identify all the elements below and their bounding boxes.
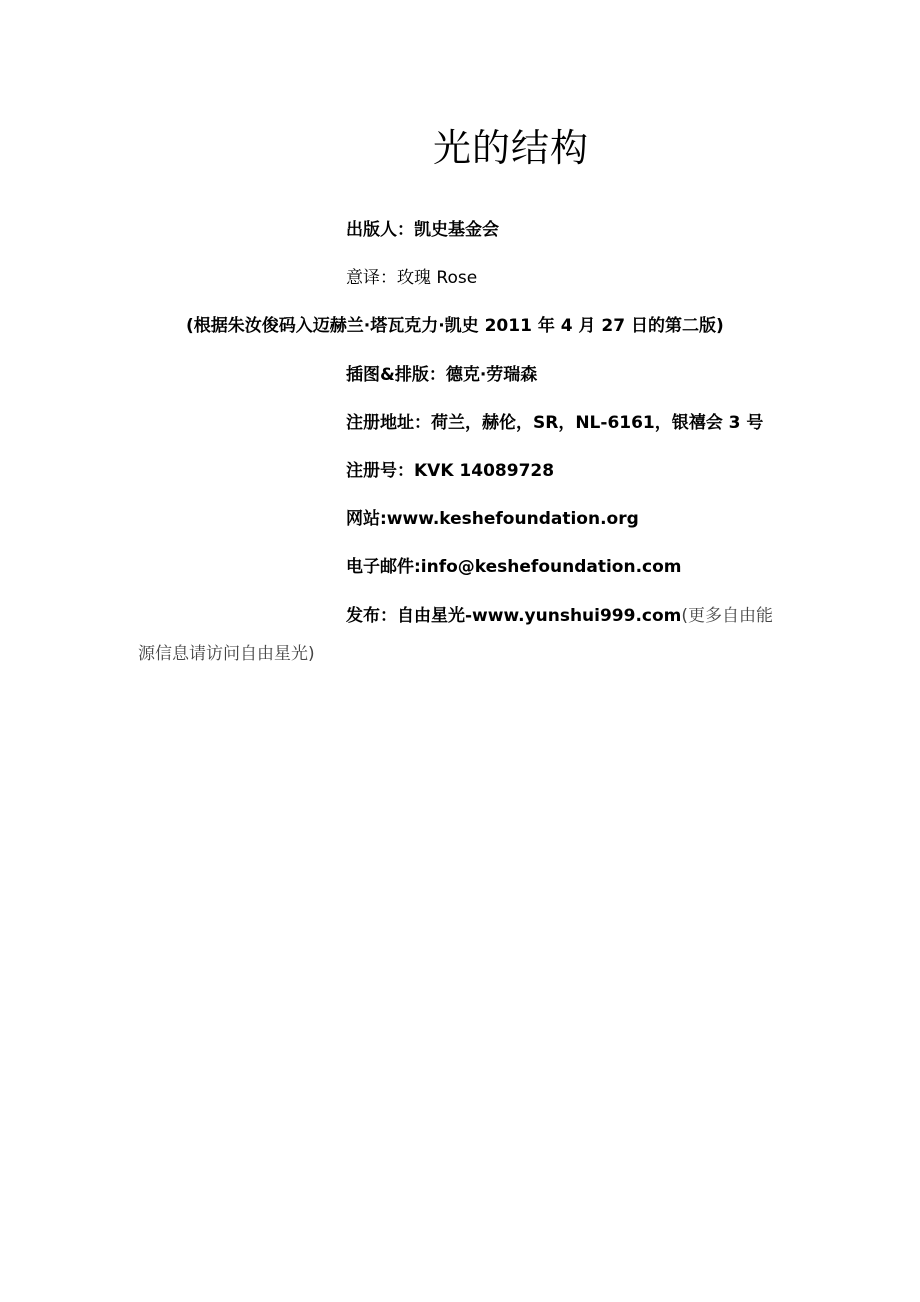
release-note-continued: 源信息请访问自由星光)	[138, 644, 315, 664]
address-line: 注册地址：荷兰，赫伦，SR，NL-6161，银禧会 3 号	[346, 413, 764, 433]
release-note: (更多自由能	[681, 606, 774, 626]
website-line: 网站:www.keshefoundation.org	[346, 509, 639, 529]
email-line: 电子邮件:info@keshefoundation.com	[346, 557, 682, 577]
publisher-line: 出版人：凯史基金会	[346, 220, 499, 240]
edition-note: (根据朱汝俊码入迈赫兰·塔瓦克力·凯史 2011 年 4 月 27 日的第二版)	[186, 316, 724, 336]
translator-line: 意译：玫瑰 Rose	[346, 268, 478, 288]
registration-line: 注册号：KVK 14089728	[346, 461, 555, 481]
release-line	[346, 604, 773, 628]
illustration-line: 插图&排版：德克·劳瑞森	[346, 365, 538, 385]
release-source: 发布：自由星光-www.yunshui999.com	[346, 606, 682, 626]
document-title: 光的结构	[432, 126, 589, 170]
